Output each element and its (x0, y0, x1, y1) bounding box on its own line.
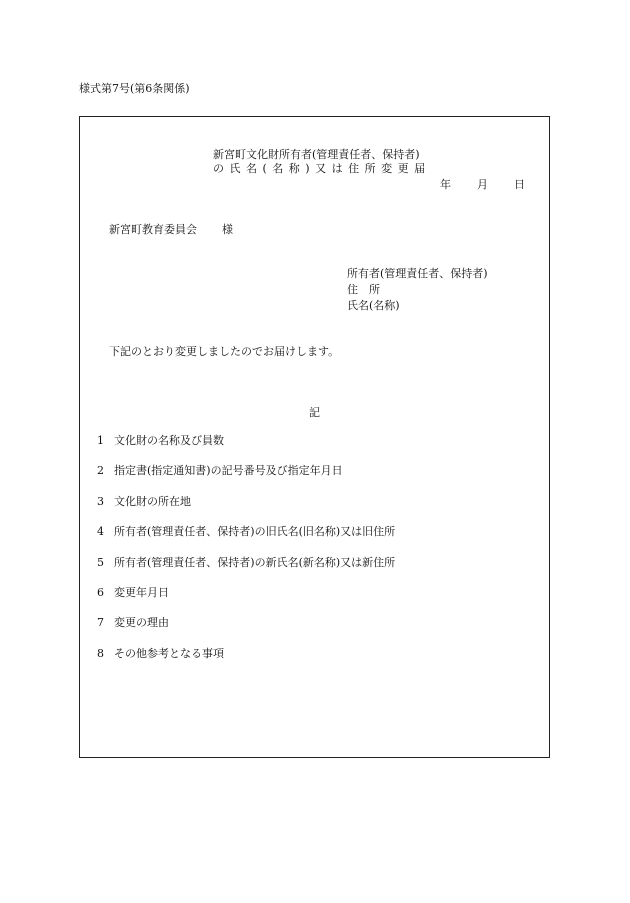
date-month-label: 月 (477, 178, 488, 191)
item-text: 変更年月日 (114, 585, 169, 599)
item-number: 8 (97, 646, 104, 660)
address-label: 住所 (347, 283, 391, 296)
item-number: 2 (97, 464, 104, 478)
notice-text: 下記のとおり変更しましたのでお届けします。 (109, 345, 340, 358)
item-number: 3 (97, 494, 104, 508)
item-text: 変更の理由 (114, 616, 169, 630)
ki-heading: 記 (309, 406, 320, 419)
item-text: その他参考となる事項 (114, 646, 224, 660)
item-text: 所有者(管理責任者、保持者)の新氏名(新名称)又は新住所 (114, 555, 396, 569)
form-number: 様式第7号(第6条関係) (79, 82, 190, 95)
addressee (109, 221, 233, 237)
form-title-line2: の氏名(名称)又は住所変更届 (213, 162, 431, 175)
item-number: 4 (97, 525, 104, 539)
addressee-honorific: 様 (222, 223, 233, 236)
addressee-name: 新宮町教育委員会 (109, 223, 197, 236)
name-label-text: 氏名(名称) (347, 299, 400, 312)
item-text: 指定書(指定通知書)の記号番号及び指定年月日 (114, 464, 343, 478)
list-item (97, 432, 395, 462)
list-item (97, 493, 395, 523)
list-item (97, 645, 395, 675)
name-label (347, 298, 488, 314)
date-day-label: 日 (514, 178, 525, 191)
list-item (97, 554, 395, 584)
applicant-block (347, 266, 488, 314)
item-number: 6 (97, 585, 104, 599)
item-number: 7 (97, 616, 104, 630)
date-year-label: 年 (440, 178, 451, 191)
list-item (97, 584, 395, 614)
list-item (97, 462, 395, 492)
item-number: 1 (97, 434, 104, 447)
list-item (97, 523, 395, 553)
date-row (440, 176, 525, 192)
item-text: 文化財の名称及び員数 (114, 434, 224, 447)
list-item (97, 614, 395, 644)
item-number: 5 (97, 555, 104, 569)
form-title-line1: 新宮町文化財所有者(管理責任者、保持者) (213, 148, 420, 161)
owner-label: 所有者(管理責任者、保持者) (347, 267, 488, 280)
item-list (97, 432, 395, 675)
item-text: 所有者(管理責任者、保持者)の旧氏名(旧名称)又は旧住所 (114, 525, 396, 539)
item-text: 文化財の所在地 (114, 494, 191, 508)
